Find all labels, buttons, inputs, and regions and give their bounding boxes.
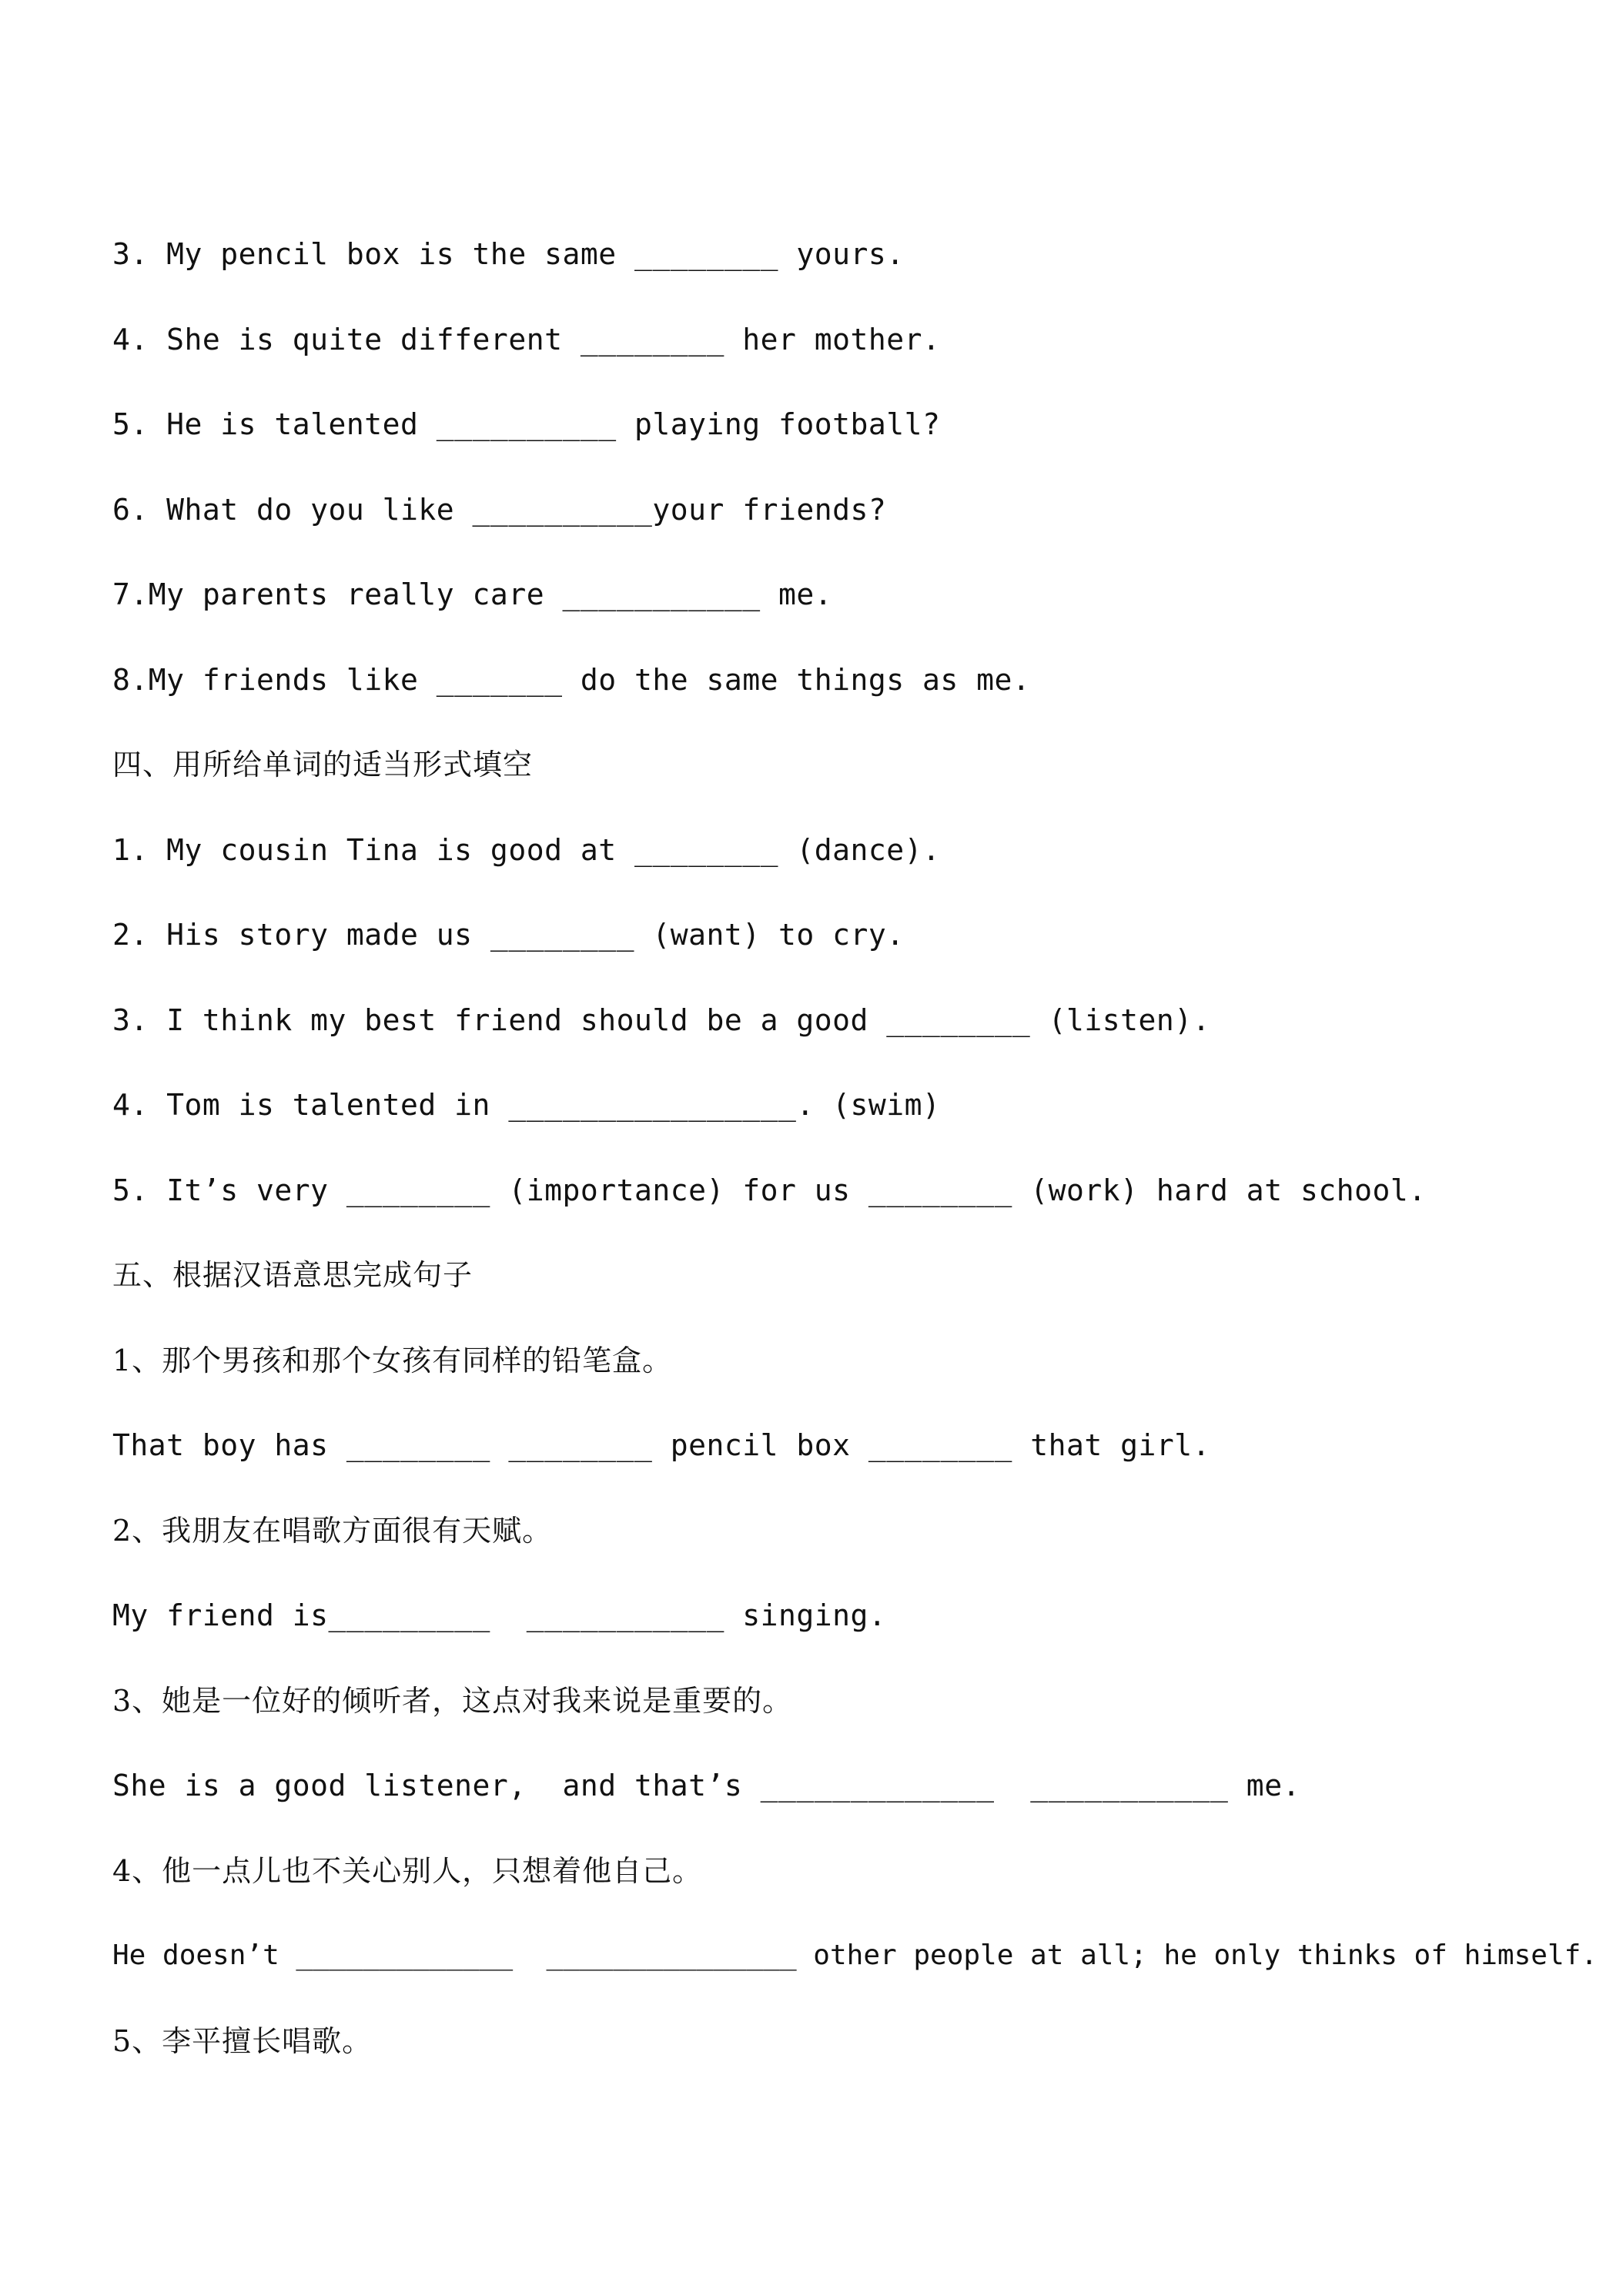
chinese-prompt: 3、她是一位好的倾听者，这点对我来说是重要的。 bbox=[112, 1684, 793, 1718]
exercise-item: 3. I think my best friend should be a good ________ (listen). bbox=[112, 1003, 1211, 1037]
chinese-prompt: 1、那个男孩和那个女孩有同样的铅笔盒。 bbox=[112, 1344, 673, 1377]
exercise-item: 3. My pencil box is the same ________ yours. bbox=[112, 237, 905, 271]
english-sentence: My friend is_________ ___________ singing. bbox=[112, 1598, 887, 1632]
english-sentence: He doesn’t _____________ _______________ other people at all; he only thinks of himself. bbox=[112, 1940, 1598, 1971]
exercise-item: 7.My parents really care ___________ me. bbox=[112, 577, 833, 611]
exercise-item: 4. Tom is talented in ________________. (swim) bbox=[112, 1088, 941, 1122]
chinese-prompt: 2、我朋友在唱歌方面很有天赋。 bbox=[112, 1514, 553, 1548]
chinese-prompt: 4、他一点儿也不关心别人，只想着他自己。 bbox=[112, 1854, 703, 1888]
english-sentence: She is a good listener, and that’s _____________ ___________ me. bbox=[112, 1769, 1300, 1802]
exercise-item: 6. What do you like __________your friends? bbox=[112, 493, 887, 527]
exercise-item: 8.My friends like _______ do the same things as me. bbox=[112, 663, 1031, 697]
exercise-item: 5. It’s very ________ (importance) for us ________ (work) hard at school. bbox=[112, 1173, 1427, 1207]
exercise-item: 4. She is quite different ________ her mother. bbox=[112, 323, 941, 356]
exercise-item: 2. His story made us ________ (want) to cry. bbox=[112, 918, 905, 952]
section-4-heading: 四、用所给单词的适当形式填空 bbox=[112, 748, 534, 782]
exercise-item: 5. He is talented __________ playing football? bbox=[112, 407, 941, 441]
section-5-heading: 五、根据汉语意思完成句子 bbox=[112, 1258, 474, 1292]
chinese-prompt: 5、李平擅长唱歌。 bbox=[112, 2024, 373, 2058]
english-sentence: That boy has ________ ________ pencil box ________ that girl. bbox=[112, 1428, 1211, 1462]
exercise-item: 1. My cousin Tina is good at ________ (dance). bbox=[112, 833, 941, 867]
